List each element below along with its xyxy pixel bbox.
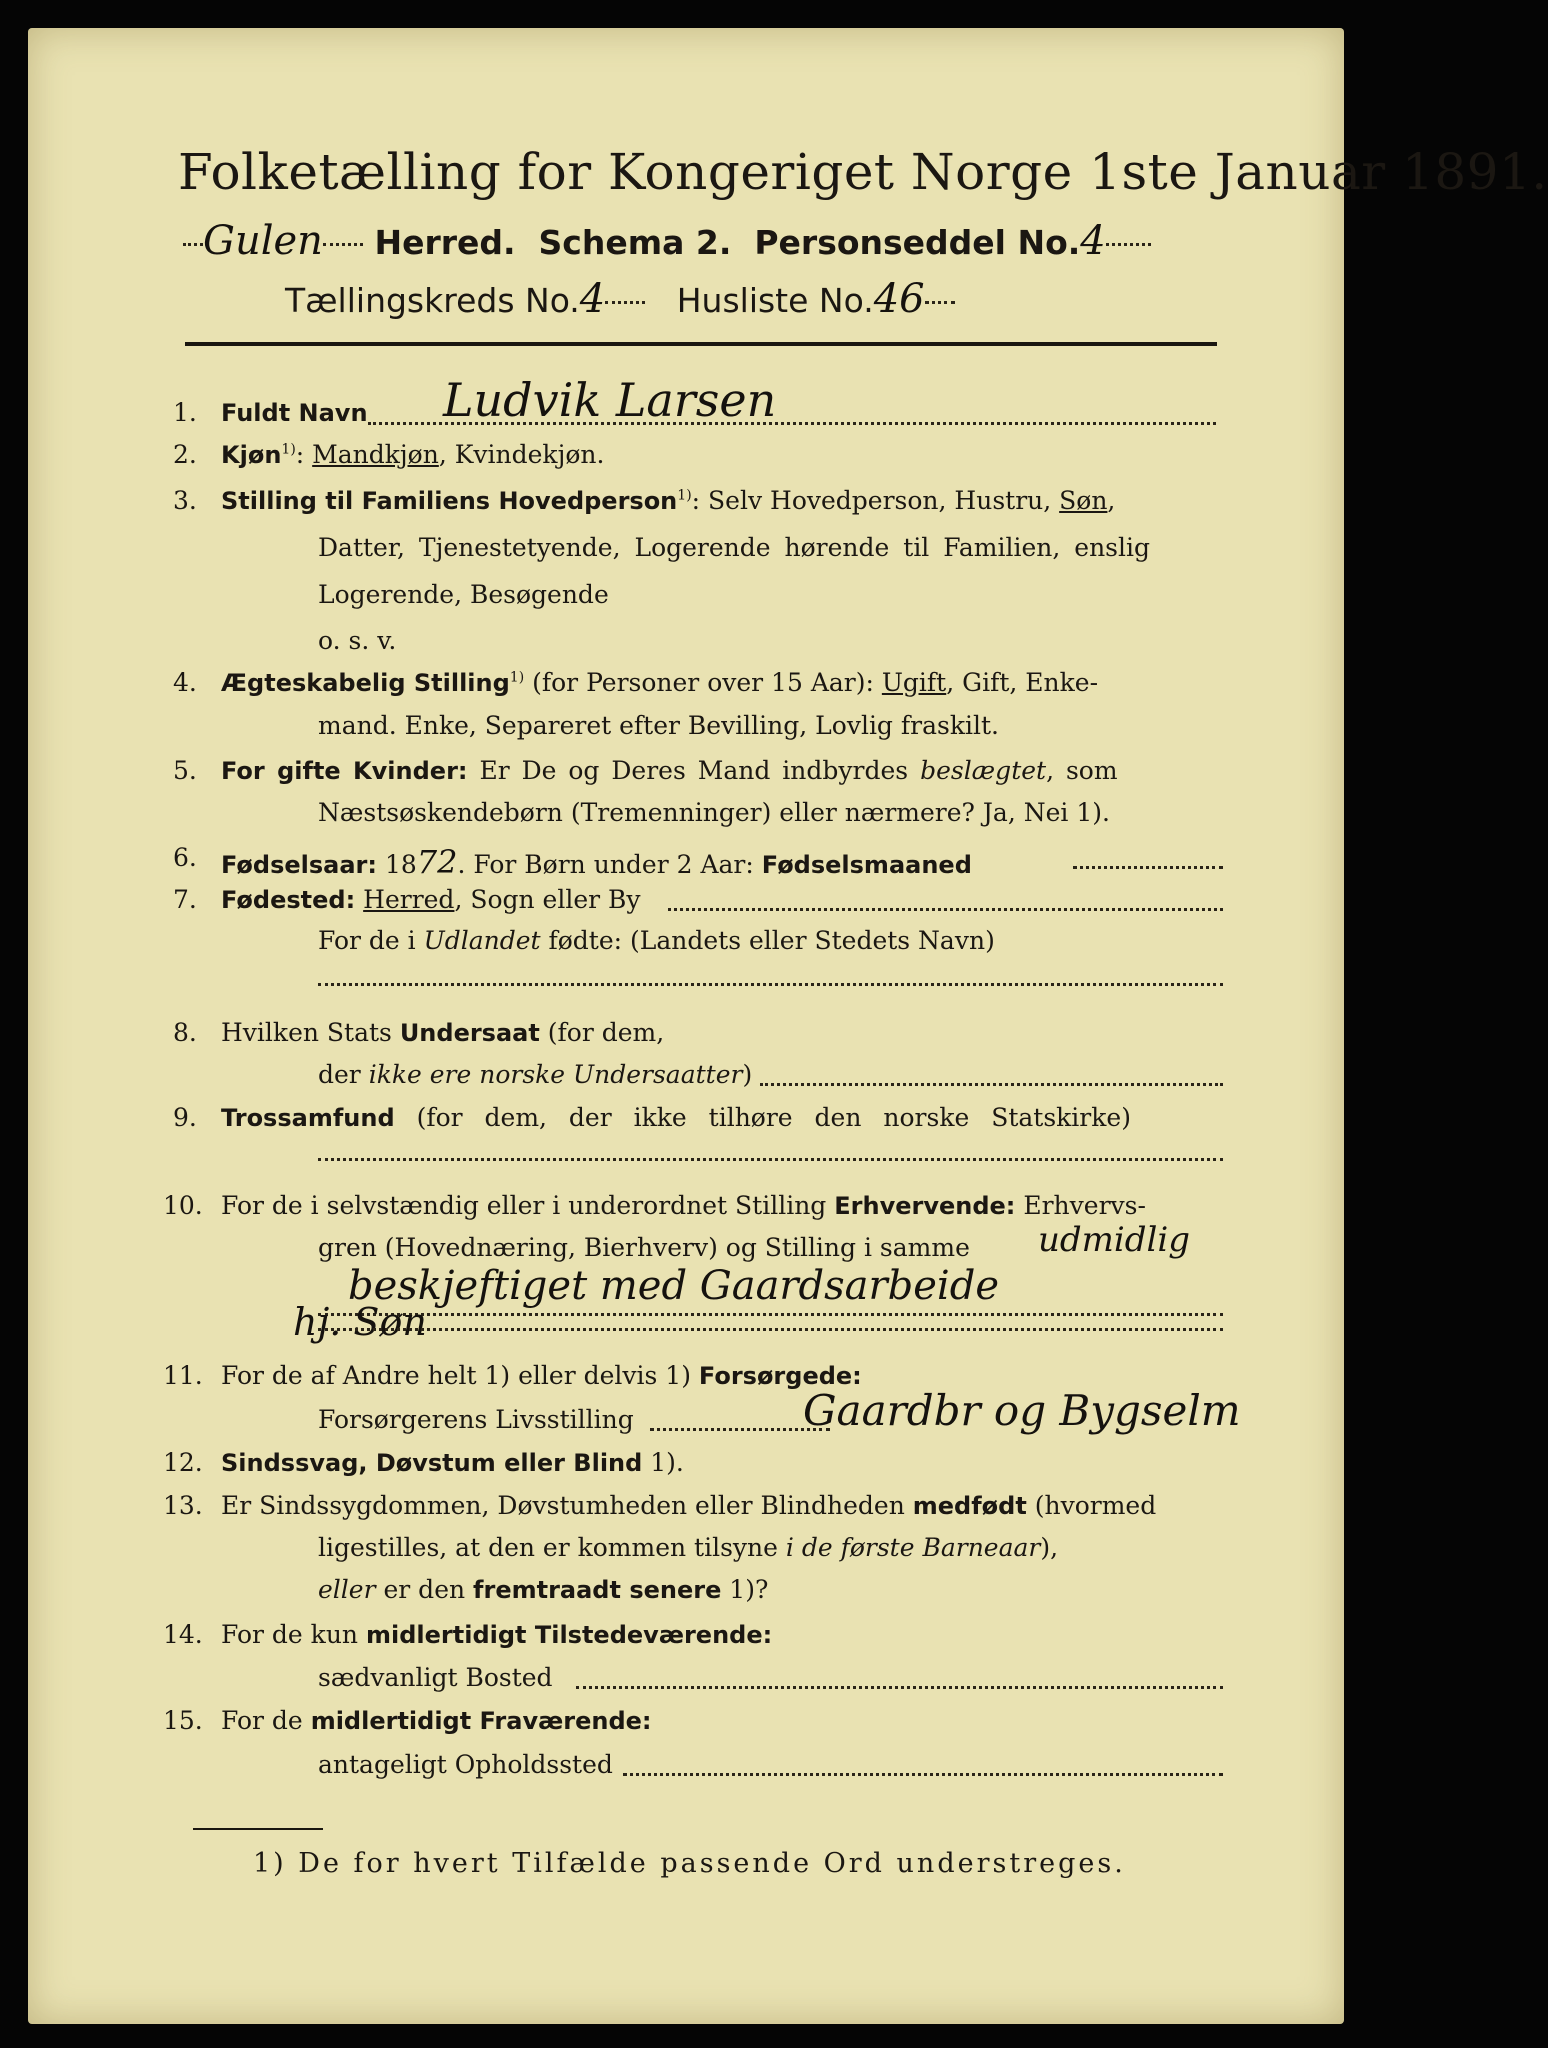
- q13-line-1: [221, 1491, 1156, 1520]
- q10-label: Erhvervende:: [834, 1192, 1016, 1220]
- q8-label: Undersaat: [399, 1019, 540, 1047]
- kreds-label: Tællingskreds No.: [285, 281, 580, 320]
- q1-line: [221, 398, 368, 427]
- q4-label: Ægteskabelig Stilling: [221, 669, 510, 697]
- q6-number: 6.: [173, 843, 197, 872]
- q14-dotted-fill: [576, 1686, 1223, 1689]
- q5-number: 5.: [173, 756, 197, 785]
- q8-paren: ): [742, 1060, 753, 1089]
- q7-selected-option: Herred: [363, 885, 455, 914]
- q2-sup: 1): [281, 441, 296, 458]
- q10-line-2: gren (Hovednæring, Bierhverv) og Stilling i samme: [318, 1233, 970, 1262]
- q8-number: 8.: [173, 1018, 197, 1047]
- q2-number: 2.: [173, 440, 197, 469]
- q6-text: . For Børn under 2 Aar:: [457, 850, 762, 879]
- q11-text: For de af Andre helt 1) eller delvis 1): [221, 1361, 699, 1390]
- q13-text-3-end: 1)?: [721, 1575, 769, 1604]
- q3-line-4: o. s. v.: [318, 626, 397, 655]
- personseddel-number: 4: [1080, 218, 1106, 264]
- q10-dotted-fill: [318, 1313, 1223, 1316]
- q4-line-2: mand. Enke, Separeret efter Bevilling, Lovlig fraskilt.: [318, 711, 999, 740]
- q9-text: (for dem, der ikke tilhøre den norske Statskirke): [394, 1103, 1131, 1132]
- kreds-number: 4: [579, 276, 606, 322]
- q3-options: : Selv Hovedperson, Hustru,: [691, 486, 1060, 515]
- q12-sup: 1).: [642, 1448, 684, 1477]
- q3-line-3: Logerende, Besøgende: [318, 580, 609, 609]
- q9-number: 9.: [173, 1103, 197, 1132]
- q7-dotted-fill: [668, 908, 1223, 911]
- q11-label: Forsørgede:: [698, 1362, 862, 1390]
- q4-sup: 1): [509, 669, 525, 686]
- q7-line-2: [318, 926, 995, 955]
- q14-text: For de kun: [221, 1620, 366, 1649]
- q6-label: Fødselsaar:: [221, 851, 377, 879]
- header-rule: [185, 342, 1217, 346]
- q3-sup: 1): [677, 487, 692, 504]
- q7-number: 7.: [173, 885, 197, 914]
- q10-text: For de i selvstændig eller i underordnet Stilling: [221, 1191, 835, 1220]
- q3-number: 3.: [173, 486, 197, 515]
- q4-options-rest: , Gift, Enke-: [946, 668, 1099, 697]
- q10-line-1: [221, 1191, 1146, 1220]
- footnote: 1) De for hvert Tilfælde passende Ord understreges.: [253, 1848, 1126, 1879]
- q15-text: For de: [221, 1706, 311, 1735]
- q13-line-2: [318, 1533, 1058, 1562]
- q13-text-2: ligestilles, at den er kommen tilsyne: [318, 1533, 786, 1562]
- q2-line: [221, 440, 604, 469]
- q6-dotted-fill: [1073, 866, 1223, 869]
- q14-line-1: [221, 1620, 772, 1649]
- q4-number: 4.: [173, 668, 197, 697]
- q14-label: midlertidigt Tilstedeværende:: [365, 1621, 773, 1649]
- q6-line: [221, 843, 972, 881]
- q1-answer-handwritten: Ludvik Larsen: [443, 373, 777, 427]
- q3-label: Stilling til Familiens Hovedperson: [221, 487, 678, 515]
- q10-text-end: Erhvervs-: [1015, 1191, 1146, 1220]
- q15-dotted-fill: [623, 1773, 1223, 1776]
- q7-options: , Sogn eller By: [454, 885, 641, 914]
- q7-italic: Udlandet: [423, 926, 541, 955]
- q14-number: 14.: [163, 1620, 203, 1649]
- q15-line-1: [221, 1706, 652, 1735]
- q7-dotted-fill-2: [318, 983, 1223, 986]
- q2-colon: :: [295, 440, 313, 469]
- q10-dotted-fill-2: [318, 1328, 1223, 1331]
- q5-text-end: , som: [1046, 756, 1118, 785]
- q11-line-1: [221, 1361, 862, 1390]
- q15-label: midlertidigt Fraværende:: [310, 1707, 652, 1735]
- q8-italic: ikke ere norske Undersaatter: [368, 1060, 743, 1089]
- q3-line-1: [221, 486, 1115, 515]
- q11-line-2: Forsørgerens Livsstilling: [318, 1405, 634, 1434]
- q12-label: Sindssvag, Døvstum eller Blind: [221, 1449, 643, 1477]
- q8-text-2: der: [318, 1060, 369, 1089]
- q13-label: medfødt: [912, 1492, 1027, 1520]
- q6-year-handwritten: 72: [416, 843, 458, 881]
- personseddel-label: Personseddel No.: [754, 223, 1081, 262]
- q13-text-2-end: ),: [1040, 1533, 1059, 1562]
- herred-line: [183, 218, 1151, 264]
- husliste-label: Husliste No.: [676, 281, 874, 320]
- q5-italic: beslægtet: [920, 756, 1047, 785]
- q13-label-2: fremtraadt senere: [473, 1576, 722, 1604]
- q13-number: 13.: [163, 1491, 203, 1520]
- q4-line-1: [221, 668, 1098, 697]
- q13-italic: i de første Barneaar: [785, 1533, 1041, 1562]
- q8-text-end: (for dem,: [539, 1018, 665, 1047]
- q7-line-1: [221, 885, 641, 914]
- census-form: [28, 28, 1548, 2024]
- q6-label-2: Fødselsmaaned: [761, 851, 972, 879]
- q13-line-3: [318, 1575, 768, 1604]
- q14-line-2: sædvanligt Bosted: [318, 1663, 553, 1692]
- husliste-number: 46: [873, 276, 925, 322]
- q1-number: 1.: [173, 398, 197, 427]
- q2-label: Kjøn: [221, 441, 282, 469]
- q9-dotted-fill: [318, 1158, 1223, 1161]
- q8-text: Hvilken Stats: [221, 1018, 400, 1047]
- q5-line-2: Næstsøskendebørn (Tremenninger) eller nærmere? Ja, Nei 1).: [318, 798, 1110, 827]
- q10-answer-handwritten-3: hj. Søn: [293, 1300, 427, 1344]
- q12-number: 12.: [163, 1448, 203, 1477]
- q5-line-1: [221, 756, 1118, 785]
- q9-line: [221, 1103, 1131, 1132]
- q2-selected-option: Mandkjøn: [312, 440, 439, 469]
- q7-label: Fødested:: [221, 886, 356, 914]
- q10-number: 10.: [163, 1191, 203, 1220]
- footnote-rule: [193, 1828, 323, 1830]
- q15-number: 15.: [163, 1706, 203, 1735]
- q6-year-prefix: 18: [377, 850, 417, 879]
- herred-name: Gulen: [203, 218, 323, 264]
- q13-italic-eller: eller: [318, 1575, 376, 1604]
- kreds-line: [285, 276, 955, 322]
- q12-line: [221, 1448, 684, 1477]
- q1-dotted-fill: [368, 422, 1216, 425]
- q2-other-option: , Kvindekjøn.: [438, 440, 605, 469]
- q3-selected-option: Søn: [1059, 486, 1108, 515]
- q8-dotted-fill: [760, 1083, 1223, 1086]
- q1-label: Fuldt Navn: [221, 399, 368, 427]
- q7-text: For de i: [318, 926, 424, 955]
- q4-selected-option: Ugift: [881, 668, 947, 697]
- q4-options: (for Personer over 15 Aar):: [524, 668, 882, 697]
- q3-comma: ,: [1107, 486, 1116, 515]
- q7-text-end: fødte: (Landets eller Stedets Navn): [540, 926, 995, 955]
- form-title: Folketælling for Kongeriget Norge 1ste Januar 1891.: [178, 143, 1548, 201]
- q13-text-3: er den: [375, 1575, 474, 1604]
- herred-label: Herred.: [374, 223, 516, 262]
- q5-label: For gifte Kvinder:: [221, 757, 468, 785]
- q13-text: Er Sindssygdommen, Døvstumheden eller Blindheden: [221, 1491, 913, 1520]
- q8-line-2: [318, 1060, 752, 1089]
- q10-answer-handwritten-1: udmidlig: [1038, 1220, 1191, 1260]
- q9-label: Trossamfund: [221, 1104, 395, 1132]
- q8-line-1: [221, 1018, 664, 1047]
- q11-number: 11.: [163, 1361, 203, 1390]
- q13-text-end: (hvormed: [1026, 1491, 1157, 1520]
- q15-line-2: antageligt Opholdssted: [318, 1750, 613, 1779]
- q11-answer-handwritten: Gaardbr og Bygselm: [803, 1386, 1241, 1435]
- schema-label: Schema 2.: [538, 223, 732, 262]
- q3-line-2: Datter, Tjenestetyende, Logerende hørende til Familien, enslig: [318, 533, 1151, 562]
- q5-text: Er De og Deres Mand indbyrdes: [467, 756, 921, 785]
- q10-answer-handwritten-2: beskjeftiget med Gaardsarbeide: [348, 1263, 999, 1309]
